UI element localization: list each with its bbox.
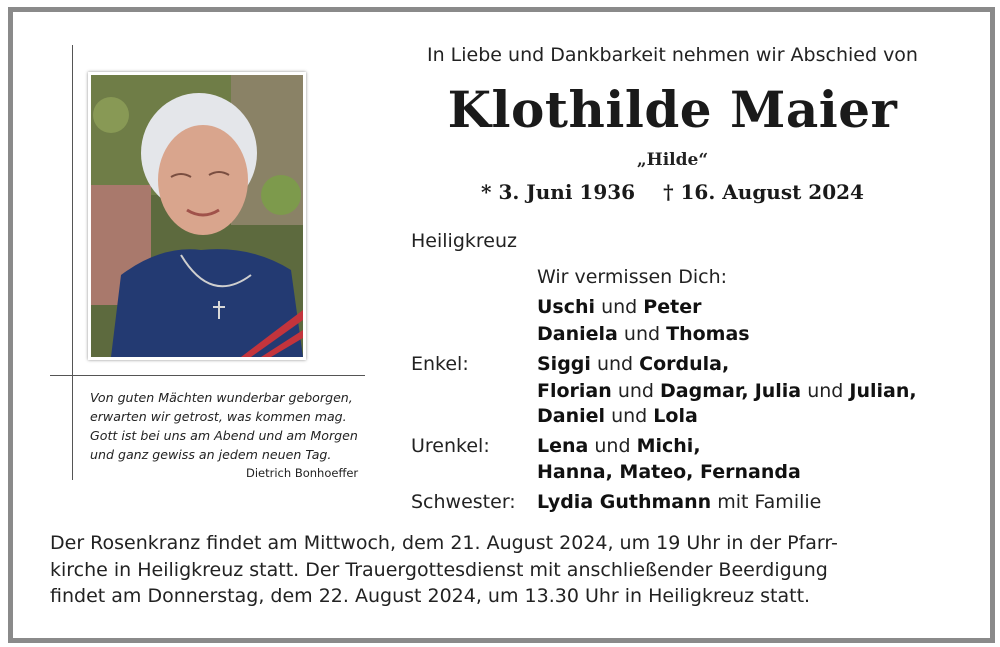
- schwester-label: Schwester:: [411, 491, 516, 513]
- service-line: Der Rosenkranz findet am Mittwoch, dem 21. August 2024, um 19 Uhr in der Pfarr-: [50, 532, 838, 554]
- decorative-vertical-line: [72, 45, 73, 480]
- poem-author: Dietrich Bonhoeffer: [246, 466, 359, 480]
- life-dates: [395, 180, 950, 204]
- family-row: Lydia Guthmann mit Familie: [537, 491, 822, 513]
- service-line: kirche in Heiligkreuz statt. Der Trauergottesdienst mit anschließender Beerdigung: [50, 558, 828, 581]
- family-row: Lena und Michi,: [537, 435, 701, 457]
- urenkel-label: Urenkel:: [411, 435, 490, 457]
- enkel-label: Enkel:: [411, 353, 469, 375]
- birth-date: * 3. Juni 1936: [481, 180, 636, 204]
- portrait-photo: [88, 72, 306, 360]
- service-info: [50, 530, 950, 610]
- family-row: Siggi und Cordula,: [537, 353, 730, 375]
- death-date: † 16. August 2024: [663, 180, 864, 204]
- poem-line: erwarten wir getrost, was kommen mag.: [90, 409, 347, 424]
- deceased-name: Klothilde Maier: [447, 80, 898, 139]
- nickname: „Hilde“: [636, 150, 709, 170]
- intro-line: In Liebe und Dankbarkeit nehmen wir Abschied von: [427, 44, 918, 66]
- place: Heiligkreuz: [411, 230, 517, 252]
- poem-line: Gott ist bei uns am Abend und am Morgen: [90, 428, 358, 443]
- poem-line: Von guten Mächten wunderbar geborgen,: [90, 390, 353, 405]
- poem: [90, 388, 370, 464]
- family-row: Daniela und Thomas: [537, 323, 750, 345]
- miss-line: Wir vermissen Dich:: [537, 266, 728, 288]
- family-row: Hanna, Mateo, Fernanda: [537, 461, 801, 483]
- family-row: Florian und Dagmar, Julia und Julian,: [537, 380, 917, 402]
- family-row: Daniel und Lola: [537, 405, 698, 427]
- service-line: findet am Donnerstag, dem 22. August 2024, um 13.30 Uhr in Heiligkreuz statt.: [50, 585, 811, 607]
- decorative-horizontal-line: [50, 375, 365, 376]
- family-row: Uschi und Peter: [537, 296, 702, 318]
- poem-line: und ganz gewiss an jedem neuen Tag.: [90, 447, 332, 462]
